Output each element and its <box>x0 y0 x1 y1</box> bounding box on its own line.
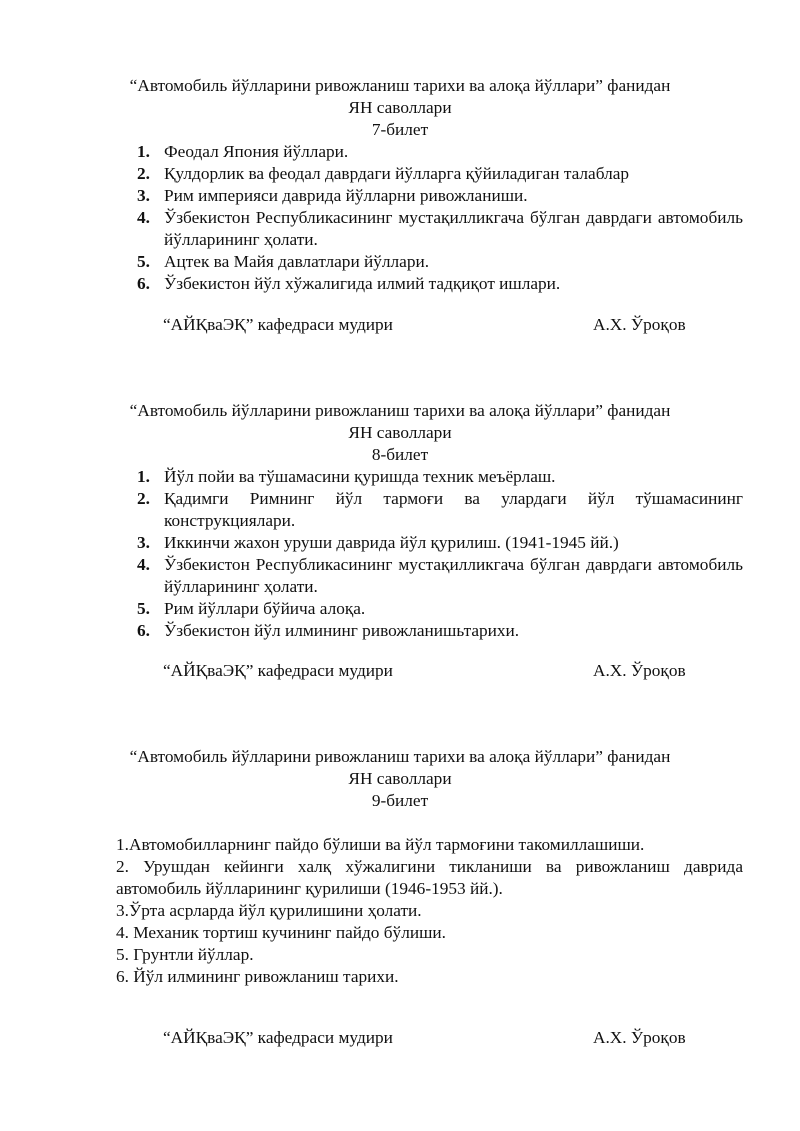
question-item <box>137 185 743 207</box>
question-item <box>137 488 743 532</box>
signature-line <box>0 1027 800 1049</box>
ticket-number: 7-билет <box>371 120 429 139</box>
ticket-subtitle: ЯН саволлари <box>348 769 452 788</box>
question-item <box>137 532 743 554</box>
ticket-title: “Автомобиль йўлларини ривожланиш тарихи ва алоқа йўллари” фанидан <box>129 747 671 766</box>
question-item: 3.Ўрта асрларда йўл қурилишини ҳолати. <box>116 901 422 920</box>
question-number: 3. <box>137 533 150 552</box>
question-number: 1. <box>137 467 150 486</box>
ticket-subtitle: ЯН саволлари <box>348 423 452 442</box>
question-number: 6. <box>137 621 150 640</box>
signature-line <box>0 660 800 682</box>
signatory-name: А.Х. Ўроқов <box>593 1028 686 1047</box>
question-text: Ўзбекистон Республикасининг мустақилликгача бўлган даврдаги автомобиль йўлларининг ҳолати. <box>164 555 743 596</box>
question-text: Йўл пойи ва тўшамасини қуришда техник меъёрлаш. <box>164 467 556 486</box>
question-number: 3. <box>137 186 150 205</box>
question-list <box>137 141 743 295</box>
signatory-name: А.Х. Ўроқов <box>593 661 686 680</box>
question-item <box>137 207 743 251</box>
question-number: 2. <box>137 489 150 508</box>
question-item <box>137 141 743 163</box>
question-item <box>137 598 743 620</box>
question-item <box>137 554 743 598</box>
question-number: 4. <box>137 208 150 227</box>
question-item: 1.Автомобилларнинг пайдо бўлиши ва йўл тармоғини такомиллашиши. <box>116 835 645 854</box>
question-text: Иккинчи жахон уруши даврида йўл қурилиш. (1941-1945 йй.) <box>164 533 619 552</box>
question-text: Рим йўллари бўйича алоқа. <box>164 599 366 618</box>
question-text: Ўзбекистон йўл илмининг ривожланишьтарихи. <box>164 621 520 640</box>
question-number: 5. <box>137 599 150 618</box>
question-number: 2. <box>137 164 150 183</box>
ticket-number: 9-билет <box>371 791 429 810</box>
signature-line <box>0 314 800 336</box>
ticket-title: “Автомобиль йўлларини ривожланиш тарихи ва алоқа йўллари” фанидан <box>129 401 671 420</box>
question-text: Ўзбекистон Республикасининг мустақилликгача бўлган даврдаги автомобиль йўлларининг ҳолати. <box>164 208 743 249</box>
question-number: 5. <box>137 252 150 271</box>
question-item: 4. Механик тортиш кучининг пайдо бўлиши. <box>116 923 446 942</box>
question-item <box>137 620 743 642</box>
question-item: 6. Йўл илмининг ривожланиш тарихи. <box>116 967 399 986</box>
question-text: Феодал Япония йўллари. <box>164 142 349 161</box>
question-text: Қулдорлик ва феодал даврдаги йўлларга қўйиладиган талаблар <box>164 164 630 183</box>
ticket-number: 8-билет <box>371 445 429 464</box>
question-item: 2. Урушдан кейинги халқ хўжалигини тикланиши ва ривожланиш даврида автомобиль йўлларининг қурилиши (1946-1953 йй.). <box>116 857 743 898</box>
signatory-name: А.Х. Ўроқов <box>593 315 686 334</box>
question-item: 5. Грунтли йўллар. <box>116 945 254 964</box>
department-head-label: “АЙҚваЭҚ” кафедраси мудири <box>163 315 393 334</box>
question-number: 6. <box>137 274 150 293</box>
ticket-9 <box>0 746 800 812</box>
question-list <box>116 834 743 988</box>
ticket-subtitle: ЯН саволлари <box>348 98 452 117</box>
department-head-label: “АЙҚваЭҚ” кафедраси мудири <box>163 661 393 680</box>
question-number: 4. <box>137 555 150 574</box>
question-item <box>137 163 743 185</box>
department-head-label: “АЙҚваЭҚ” кафедраси мудири <box>163 1028 393 1047</box>
question-item <box>137 273 743 295</box>
ticket-8 <box>0 400 800 466</box>
ticket-7 <box>0 75 800 141</box>
question-item <box>137 251 743 273</box>
question-text: Рим империяси даврида йўлларни ривожланиши. <box>164 186 528 205</box>
question-number: 1. <box>137 142 150 161</box>
question-text: Ацтек ва Майя давлатлари йўллари. <box>164 252 430 271</box>
question-item <box>137 466 743 488</box>
ticket-title: “Автомобиль йўлларини ривожланиш тарихи ва алоқа йўллари” фанидан <box>129 76 671 95</box>
question-list <box>137 466 743 642</box>
question-text: Ўзбекистон йўл хўжалигида илмий тадқиқот ишлари. <box>164 274 561 293</box>
question-text: Қадимги Римнинг йўл тармоғи ва улардаги йўл тўшамасининг конструкциялари. <box>164 489 743 530</box>
